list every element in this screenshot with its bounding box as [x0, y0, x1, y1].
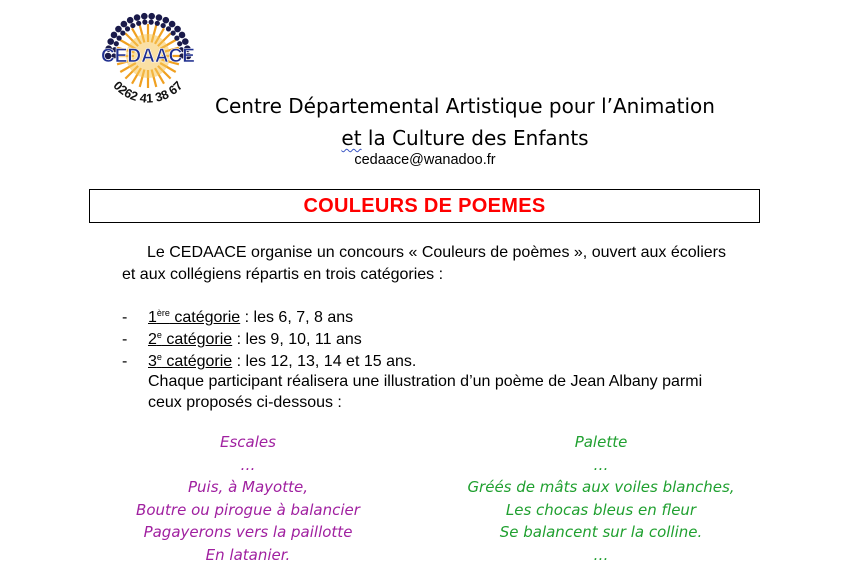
- poem-title: Escales: [220, 433, 276, 451]
- header-line-2-rest: la Culture des Enfants: [361, 126, 589, 150]
- poem-title: Palette: [574, 433, 628, 451]
- poem-escales: [98, 431, 398, 566]
- header-line-2: [0, 126, 850, 150]
- poem-palette: [451, 431, 751, 566]
- poem-line: Les chocas bleus en fleur: [505, 500, 697, 519]
- poem-line: Boutre ou pirogue à balancier: [136, 500, 360, 519]
- contact-email: cedaace@wanadoo.fr: [354, 152, 496, 168]
- poem-line: Se balancent sur la colline.: [499, 523, 703, 541]
- poem-line: Pagayerons vers la paillotte: [143, 523, 353, 541]
- header-line-1: Centre Départemental Artistique pour l’Animation: [215, 94, 715, 118]
- poem-line: Gréés de mâts aux voiles blanches,: [467, 478, 735, 496]
- title-box: [89, 189, 760, 223]
- category-ages: : les 12, 13, 14 et 15 ans.: [232, 353, 417, 370]
- category-label: 3e catégorie: [148, 352, 233, 370]
- category-label: 2e catégorie: [148, 330, 233, 348]
- bullet-dash: -: [122, 309, 128, 326]
- poem-line: En latanier.: [205, 545, 291, 564]
- poem-line: …: [593, 455, 609, 474]
- logo-figure: [148, 13, 155, 25]
- category-ages: : les 9, 10, 11 ans: [232, 331, 362, 348]
- poem-line: Puis, à Mayotte,: [188, 478, 308, 496]
- logo-phone: 0262 41 38 67: [110, 78, 186, 106]
- category-label: 1ère catégorie: [148, 308, 241, 326]
- intro-line-2: et aux collégiens répartis en trois catégories :: [122, 266, 444, 283]
- page-title: COULEURS DE POEMES: [303, 194, 546, 217]
- bullet-dash: -: [122, 331, 128, 348]
- logo-figure: [141, 13, 148, 25]
- poem-line: …: [240, 455, 256, 474]
- category-ages: : les 6, 7, 8 ans: [240, 309, 354, 326]
- poem-line: …: [593, 545, 609, 564]
- intro-line-1: Le CEDAACE organise un concours « Couleurs de poèmes », ouvert aux écoliers: [147, 244, 726, 261]
- logo-brand-text: CEDAACE: [101, 46, 195, 67]
- bullet-dash: -: [122, 353, 128, 370]
- header-squiggle-word: et: [341, 126, 362, 150]
